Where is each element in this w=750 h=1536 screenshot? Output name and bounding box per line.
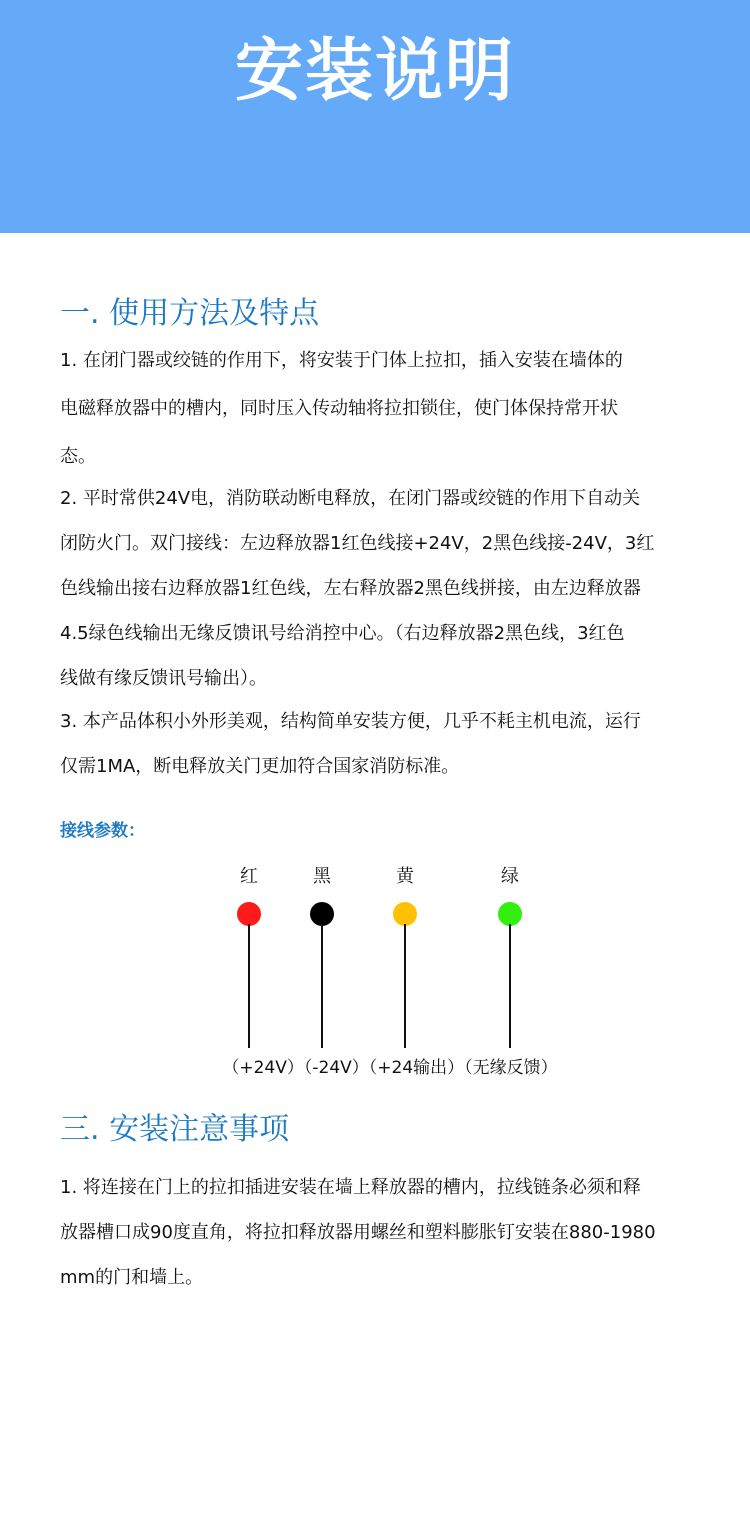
text-line: 3. 本产品体积小外形美观，结构简单安装方便，几乎不耗主机电流，运行	[60, 711, 641, 732]
usage-paragraph-3	[60, 706, 705, 783]
install-notes-paragraph-1	[60, 1172, 705, 1294]
text-line: 线做有缘反馈讯号输出）。	[60, 668, 267, 689]
text-line: 闭防火门。双门接线：左边释放器1红色线接+24V，2黑色线接-24V，3红	[60, 533, 655, 554]
wire-line-red	[248, 924, 250, 1048]
section-heading-usage: 一. 使用方法及特点	[60, 296, 320, 331]
text-line: 1. 将连接在门上的拉扣插进安装在墙上释放器的槽内，拉线链条必须和释	[60, 1177, 641, 1198]
wire-dot-green	[498, 902, 522, 926]
usage-paragraph-2	[60, 483, 705, 695]
wire-label-yellow: 黄	[396, 866, 414, 887]
text-line: 仅需1MA，断电释放关门更加符合国家消防标准。	[60, 756, 460, 777]
wire-label-green: 绿	[501, 866, 519, 887]
text-line: 1. 在闭门器或绞链的作用下，将安装于门体上拉扣，插入安装在墙体的	[60, 350, 623, 371]
wire-line-yellow	[404, 924, 406, 1048]
wire-dot-black	[310, 902, 334, 926]
section-heading-install-notes: 三. 安装注意事项	[60, 1112, 290, 1147]
header-banner	[0, 0, 750, 233]
wiring-params-label: 接线参数：	[60, 821, 145, 841]
text-line: mm的门和墙上。	[60, 1267, 204, 1288]
text-line: 色线输出接右边释放器1红色线，左右释放器2黑色线拼接，由左边释放器	[60, 578, 641, 599]
text-line: 2. 平时常供24V电，消防联动断电释放，在闭门器或绞链的作用下自动关	[60, 488, 641, 509]
wire-line-green	[509, 924, 511, 1048]
wire-dot-yellow	[393, 902, 417, 926]
usage-paragraph-1	[60, 345, 705, 473]
wire-line-black	[321, 924, 323, 1048]
text-line: 放器槽口成90度直角，将拉扣释放器用螺丝和塑料膨胀钉安装在880-1980	[60, 1222, 656, 1243]
wire-dot-red	[237, 902, 261, 926]
page-title: 安装说明	[234, 32, 515, 111]
wire-label-red: 红	[240, 866, 258, 887]
text-line: 电磁释放器中的槽内，同时压入传动轴将拉扣锁住，使门体保持常开状	[60, 398, 618, 419]
text-line: 态。	[60, 446, 96, 467]
wire-label-black: 黑	[313, 866, 331, 887]
wire-values: （+24V）（-24V）（+24输出）（无缘反馈）	[222, 1058, 558, 1078]
text-line: 4.5绿色线输出无缘反馈讯号给消控中心。（右边释放器2黑色线，3红色	[60, 623, 625, 644]
